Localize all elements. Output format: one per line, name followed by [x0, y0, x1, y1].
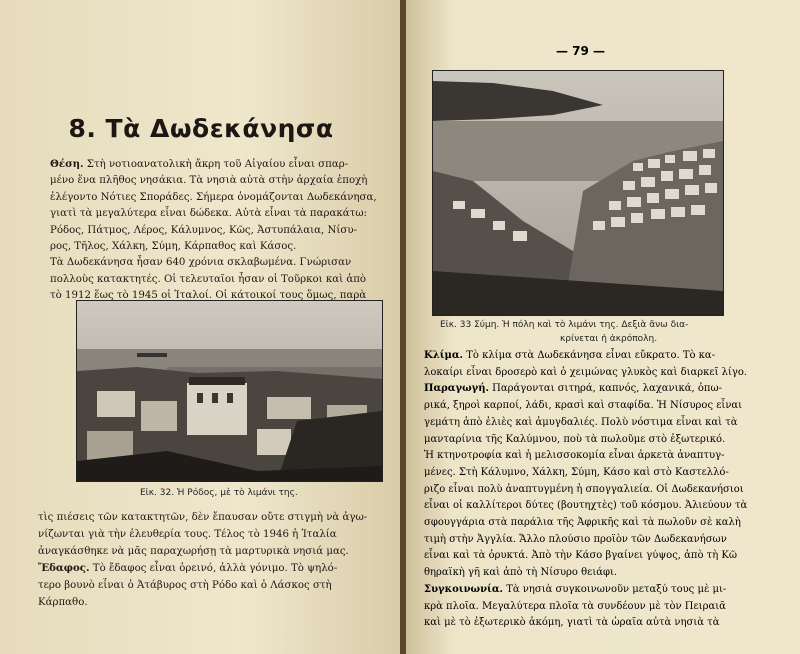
symi-photo [432, 70, 724, 316]
text-line [424, 348, 774, 365]
text-line [424, 532, 774, 549]
text-line [50, 206, 400, 222]
figure-33-caption [440, 318, 740, 346]
text-line [38, 595, 396, 612]
text-line [424, 465, 774, 482]
figure-32-caption: Εἰκ. 32. Ἡ Ρόδος, μὲ τὸ λιμάνι της. [140, 488, 298, 498]
line-text: Ρόδος, Πάτμος, Λέρος, Κάλυμνος, Κῶς, Ἀστυπάλαια, Νίσυ- [50, 224, 357, 236]
line-text: Παράγονται σιτηρά, καπνός, λαχανικά, ὀπω- [488, 383, 722, 395]
line-text: εἶναι καὶ τὰ ὀρυκτά. Ἀπὸ τὴν Κάσο βγαίνει γύψος, ἀπὸ τὴ Κῶ [424, 550, 738, 562]
line-text: τὸ 1912 ἕως τὸ 1945 οἱ Ἰταλοί. Οἱ κάτοικοί τους ὅμως, παρὰ [50, 290, 367, 302]
line-text: ριζο εἶναι πολὺ ἀναπτυγμένη ἡ σπογγαλιεία. Οἱ Δωδεκανήσιοι [424, 483, 744, 495]
rhodes-photo [76, 300, 383, 482]
line-text: γιατὶ τὰ μεγαλύτερα εἶναι δώδεκα. Αὐτὰ εἶναι τὰ παρακάτω: [50, 208, 367, 220]
line-text: λοκαίρι εἶναι δροσερὸ καὶ ὁ χειμώνας γλυκὸς καὶ διαρκεῖ λίγο. [424, 366, 748, 378]
right-body-text [424, 348, 774, 632]
text-line [50, 223, 400, 239]
line-text: πολλοὺς κατακτητές. Οἱ τελευταῖοι ἦσαν οἱ Τοῦρκοι καὶ ἀπὸ [50, 273, 367, 285]
line-text: Τὰ Δωδεκάνησα ἦσαν 640 χρόνια σκλαβωμένα. Γνώρισαν [50, 257, 352, 269]
text-line [38, 578, 396, 595]
caption-line: Εἰκ. 33 Σύμη. Ἡ πόλη καὶ τὸ λιμάνι της. Δεξιὰ ἄνω δια- [440, 320, 689, 330]
symi-harbor-image [433, 71, 723, 315]
text-line [50, 173, 400, 189]
line-text: μένο ἕνα πλῆθος νησάκια. Τὰ νησιὰ αὐτὰ στὴν ἀρχαία ἐποχὴ [50, 175, 368, 187]
text-line [424, 381, 774, 398]
text-line [50, 239, 400, 255]
line-text: Στὴ νοτιοανατολικὴ ἄκρη τοῦ Αἰγαίου εἶναι σπαρ- [83, 159, 349, 170]
caption-line: κρίνεται ἡ ἀκρόπολη. [560, 334, 658, 344]
text-line [38, 560, 396, 578]
line-text: γεμάτη ἀπὸ ἐλιὲς καὶ ἀμυγδαλιές. Πολὺ νόστιμα εἶναι καὶ τὰ [424, 416, 738, 428]
page-number: — 79 — [556, 44, 606, 58]
text-line [38, 544, 396, 561]
text-line [424, 515, 774, 532]
line-text: Ἡ κτηνοτροφία καὶ ἡ μελισσοκομία εἶναι ἀρκετὰ ἀναπτυγ- [424, 450, 725, 462]
line-text: καὶ μὲ τὸ ἐξωτερικὸ ἀκόμη, γιατὶ τὰ ὡραῖα αὐτὰ νησιὰ τὰ [424, 617, 720, 629]
section-heading: Θέση. [50, 158, 84, 170]
chapter-title: 8. Τὰ Δωδεκάνησα [68, 114, 334, 143]
line-text: σφουγγάρια στὰ παράλια τῆς Ἀφρικῆς καὶ τὰ πωλοῦν σὲ καλὴ [424, 517, 741, 529]
text-line [424, 498, 774, 515]
section-heading: Ἔδαφος. [38, 562, 90, 575]
text-line [50, 190, 400, 206]
line-text: κρὰ πλοῖα. Μεγαλύτερα πλοῖα τὰ συνδέουν μὲ τὸν Πειραιᾶ [424, 600, 726, 612]
line-text: τιμὴ στὴν Ἀγγλία. Ἄλλο πλούσιο προϊὸν τῶν Δωδεκανήσων [424, 533, 727, 545]
text-line [424, 548, 774, 565]
text-line [424, 565, 774, 582]
text-line [50, 272, 400, 288]
section-heading: Κλίμα. [424, 350, 464, 361]
text-line [424, 448, 774, 465]
text-line [38, 527, 396, 544]
text-line [424, 615, 774, 632]
text-line [50, 255, 400, 271]
line-text: νίζωνται γιὰ τὴν ἐλευθερία τους. Τέλος τὸ 1946 ἡ Ἰταλία [38, 528, 337, 540]
line-text: Τὰ νησιὰ συγκοινωνοῦν μεταξύ τους μὲ μι- [503, 583, 727, 595]
section-heading: Παραγωγή. [424, 383, 489, 395]
text-line [424, 482, 774, 499]
line-text: ρος, Τῆλος, Χάλκη, Σύμη, Κάρπαθος καὶ Κάσος. [50, 241, 297, 253]
text-line [424, 398, 774, 415]
line-text: εἶναι οἱ καλλίτεροι δύτες (βουτηχτὲς) τοῦ κόσμου. Ἀλιεύουν τὰ [424, 500, 748, 512]
line-text: μανταρίνια τῆς Καλύμνου, ποὺ τὰ πωλοῦμε στὸ ἐξωτερικό. [424, 433, 726, 445]
section-heading: Συγκοινωνία. [424, 583, 504, 595]
line-text: ἐλέγοντο Νότιες Σποράδες. Σήμερα ὀνομάζονται Δωδεκάνησα, [50, 191, 377, 203]
line-text: θηραϊκὴ γῆ καὶ ἀπὸ τὴ Νίσυρο θειάφι. [424, 567, 618, 579]
line-text: Τὸ κλίμα στὰ Δωδεκάνησα εἶναι εὔκρατο. Τὸ κα- [463, 350, 716, 361]
line-text: μένες. Στὴ Κάλυμνο, Χάλκη, Σύμη, Κάσο καὶ στὸ Καστελλό- [424, 466, 729, 478]
text-line [424, 582, 774, 599]
line-text: Τὸ ἔδαφος εἶναι ὀρεινό, ἀλλὰ γόνιμο. Τὸ ψηλό- [89, 563, 338, 575]
text-line [424, 365, 774, 382]
bottom-text [38, 510, 396, 612]
line-text: ἀναγκάσθηκε νὰ μᾶς παραχωρήσῃ τὰ μαρτυρικὰ νησιά μας. [38, 545, 349, 557]
text-line [424, 432, 774, 449]
line-text: τὶς πιέσεις τῶν κατακτητῶν, δὲν ἔπαυσαν οὔτε στιγμὴ νὰ ἀγω- [38, 512, 368, 523]
line-text: Κάρπαθο. [38, 596, 88, 608]
text-line [424, 599, 774, 616]
text-line [50, 156, 400, 173]
text-line [38, 510, 396, 527]
line-text: τερο βουνὸ εἶναι ὁ Ἀτάβυρος στὴ Ρόδο καὶ ὁ Λάσκος στὴ [38, 580, 332, 592]
text-line [424, 415, 774, 432]
intro-text [50, 156, 400, 305]
rhodes-harbor-image [77, 301, 382, 481]
line-text: ρικά, ξηροὶ καρποί, λάδι, κρασὶ καὶ σταφίδα. Ἡ Νίσυρος εἶναι [424, 400, 743, 412]
